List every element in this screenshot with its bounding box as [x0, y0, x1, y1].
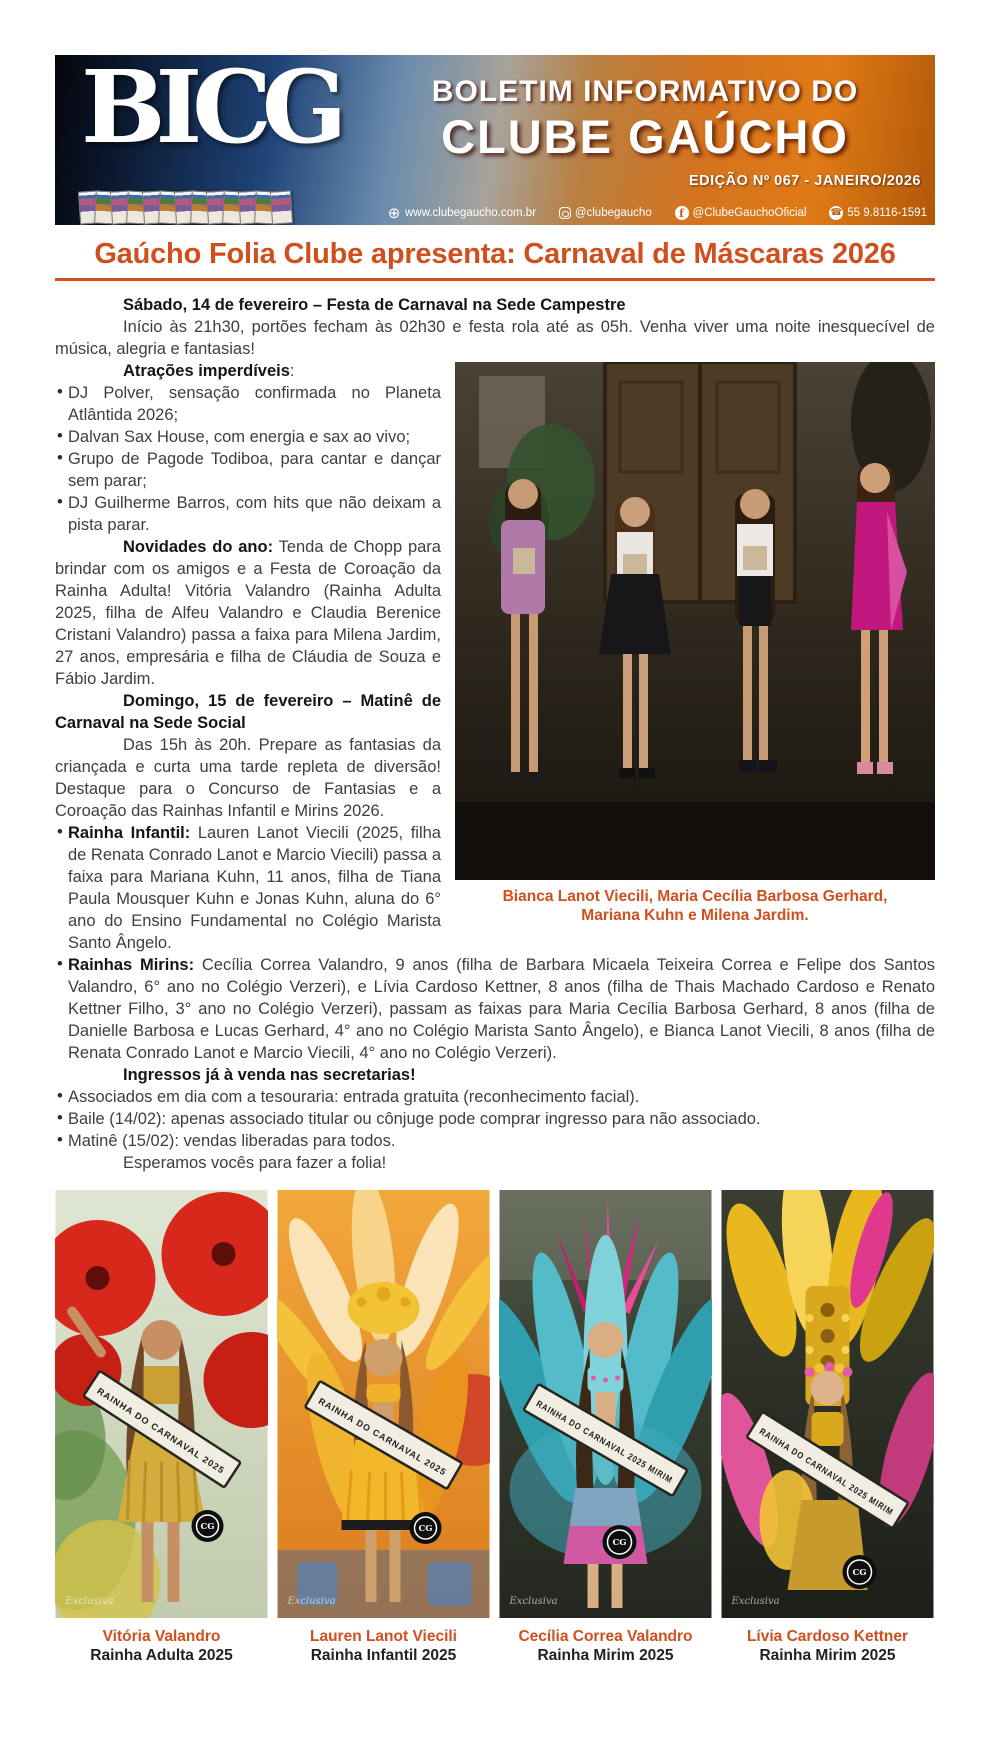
contact-bar — [387, 206, 927, 220]
facebook-contact — [675, 206, 807, 220]
queen-photo — [499, 1190, 712, 1618]
group-photo-caption: Bianca Lanot Viecili, Maria Cecília Barbosa Gerhard, Mariana Kuhn e Milena Jardim. — [502, 888, 888, 924]
attraction-item: • Dalvan Sax House, com energia e sax ao vivo; — [55, 426, 935, 448]
ticket-item: • Matinê (15/02): vendas liberadas para todos. — [55, 1130, 935, 1152]
whatsapp-icon: ☎ — [830, 207, 843, 219]
mirins-paragraph — [55, 954, 935, 1064]
website-label: www.clubegaucho.com.br — [405, 207, 537, 219]
queen-title: Rainha Mirim 2025 — [537, 1647, 674, 1664]
queens-gallery — [55, 1174, 935, 1665]
headline: Gaúcho Folia Clube apresenta: Carnaval de Máscaras 2026 — [94, 238, 896, 270]
news-text: Tenda de Chopp para brindar com os amigos e a Festa de Coroação da Rainha Adulta! Vitória Valandro (Rainha Adulta 2025, filha de Alfeu Valandro e Claudia Berenice Cristani Valandro) passa a faixa para Milena Jardim, 27 anos, empresária e filha de Cláudia de Souza e Fábio Jardim. — [55, 538, 441, 688]
facebook-label: @ClubeGauchoOficial — [692, 207, 807, 219]
saturday-intro: Início às 21h30, portões fecham às 02h30 e festa rola até as 05h. Venha viver uma noite inesquecível de música, alegria e fantasias! — [55, 318, 935, 358]
whatsapp-contact — [829, 206, 927, 220]
instagram-contact — [559, 207, 652, 219]
masthead-title-line1: BOLETIM INFORMATIVO DO — [431, 75, 859, 108]
queen-caption — [55, 1628, 268, 1665]
newsletter-thumbnails — [79, 191, 287, 224]
queen-photo-vitoria — [55, 1190, 268, 1665]
article-body — [55, 294, 935, 1174]
sunday-intro: Das 15h às 20h. Prepare as fantasias da criançada e curta uma tarde repleta de diversão! Destaque para o Concurso de Fantasias e a Coroação das Rainhas Infantil e Mirins 2026. — [55, 736, 441, 820]
logo: BICG — [81, 55, 338, 166]
cg-badge: CG — [418, 1524, 433, 1534]
thumbnail-page — [270, 190, 293, 224]
photo-watermark: Exclusiva — [731, 1596, 780, 1607]
instagram-label: @clubegaucho — [574, 207, 652, 219]
phone-label: 55 9.8116-1591 — [847, 207, 927, 219]
infantil-text: Lauren Lanot Viecili (2025, filha de Renata Conrado Lanot e Marcio Viecili) passa a faixa para Mariana Kuhn, 11 anos, filha de Tiana Paula Mousquer Kuhn e Jonas Kuhn, aluna do 6° ano do Ensino Fundamental no Colégio Marista Santo Ângelo. — [68, 824, 441, 952]
queen-title: Rainha Adulta 2025 — [90, 1647, 233, 1664]
queen-caption — [499, 1628, 712, 1665]
sash-label: RAINHA DO CARNAVAL 2025 MIRIM — [757, 1426, 918, 1532]
attraction-item: • DJ Polver, sensação confirmada no Planeta Atlântida 2026; — [55, 382, 935, 426]
queen-photo-livia — [721, 1190, 934, 1665]
photo-watermark: Exclusiva — [287, 1596, 336, 1607]
news-label: Novidades do ano: — [123, 538, 274, 556]
edition-label: EDIÇÃO Nº 067 - JANEIRO/2026 — [688, 173, 921, 189]
attractions-colon: : — [289, 362, 295, 380]
closing-line: Esperamos vocês para fazer a folia! — [123, 1154, 387, 1172]
cg-badge: CG — [612, 1538, 627, 1548]
queen-name: Lívia Cardoso Kettner — [746, 1628, 909, 1645]
globe-icon: ⊕ — [387, 204, 401, 222]
saturday-heading: Sábado, 14 de fevereiro – Festa de Carnaval na Sede Campestre — [123, 296, 626, 314]
sash-label: RAINHA DO CARNAVAL 2025 — [316, 1395, 450, 1479]
photo-watermark: Exclusiva — [509, 1596, 558, 1607]
attraction-item: • Grupo de Pagode Todiboa, para cantar e dançar sem parar; — [55, 448, 935, 492]
masthead-title-line2: CLUBE GAÚCHO — [441, 110, 849, 163]
infantil-paragraph — [55, 822, 935, 954]
queen-photo — [721, 1190, 934, 1618]
photo-watermark: Exclusiva — [65, 1596, 114, 1607]
queen-photo — [277, 1190, 490, 1618]
mirins-text: Cecília Correa Valandro, 9 anos (filha de Barbara Micaela Teixeira Correa e Felipe dos Santos Valandro, 6° ano no Colégio Verzeri), e Lívia Cardoso Kettner, 8 anos (filha de Thais Machado Cardoso e Renato Kettner Filho, 3° ano no Colégio Verzeri), passam as faixas para Maria Cecília Barbosa Gerhard, 8 anos (filha de Danielle Barbosa e Lucas Gerhard, 4° ano no Colégio Marista Santo Ângelo), e Bianca Lanot Viecili, 8 anos (filha de Renata Conrado Lanot e Marcio Viecili, 4° ano no Colégio Verzeri). — [68, 956, 935, 1062]
attractions-label: Atrações imperdíveis — [123, 362, 290, 380]
queen-caption — [277, 1628, 490, 1665]
facebook-icon: f — [675, 206, 689, 220]
queen-name: Lauren Lanot Viecili — [309, 1628, 457, 1645]
website-contact — [387, 206, 536, 220]
tickets-heading: Ingressos já à venda nas secretarias! — [123, 1066, 416, 1084]
queen-photo-lauren — [277, 1190, 490, 1665]
infantil-label: Rainha Infantil: — [68, 824, 191, 842]
attraction-item: • DJ Guilherme Barros, com hits que não deixam a pista parar. — [55, 492, 935, 536]
sash-label: RAINHA DO CARNAVAL 2025 MIRIM — [534, 1398, 698, 1499]
masthead-banner — [55, 55, 935, 225]
sunday-heading: Domingo, 15 de fevereiro – Matinê de Carnaval na Sede Social — [55, 692, 441, 732]
headline-rule — [55, 278, 935, 281]
instagram-icon — [559, 207, 571, 219]
ticket-item: • Baile (14/02): apenas associado titular ou cônjuge pode comprar ingresso para não associado. — [55, 1108, 935, 1130]
queen-name: Cecília Correa Valandro — [518, 1628, 693, 1645]
queen-photo — [55, 1190, 268, 1618]
ticket-item: • Associados em dia com a tesouraria: entrada gratuita (reconhecimento facial). — [55, 1086, 935, 1108]
mirins-label: Rainhas Mirins: — [68, 956, 195, 974]
cg-badge: CG — [200, 1522, 215, 1532]
masthead-titles — [365, 75, 925, 189]
queen-title: Rainha Infantil 2025 — [310, 1647, 457, 1664]
sash-label: RAINHA DO CARNAVAL 2025 — [95, 1385, 225, 1475]
cg-badge: CG — [852, 1568, 867, 1578]
queen-photo-cecilia — [499, 1190, 712, 1665]
queen-title: Rainha Mirim 2025 — [759, 1647, 896, 1664]
queen-name: Vitória Valandro — [102, 1628, 221, 1645]
queen-caption — [721, 1628, 934, 1665]
